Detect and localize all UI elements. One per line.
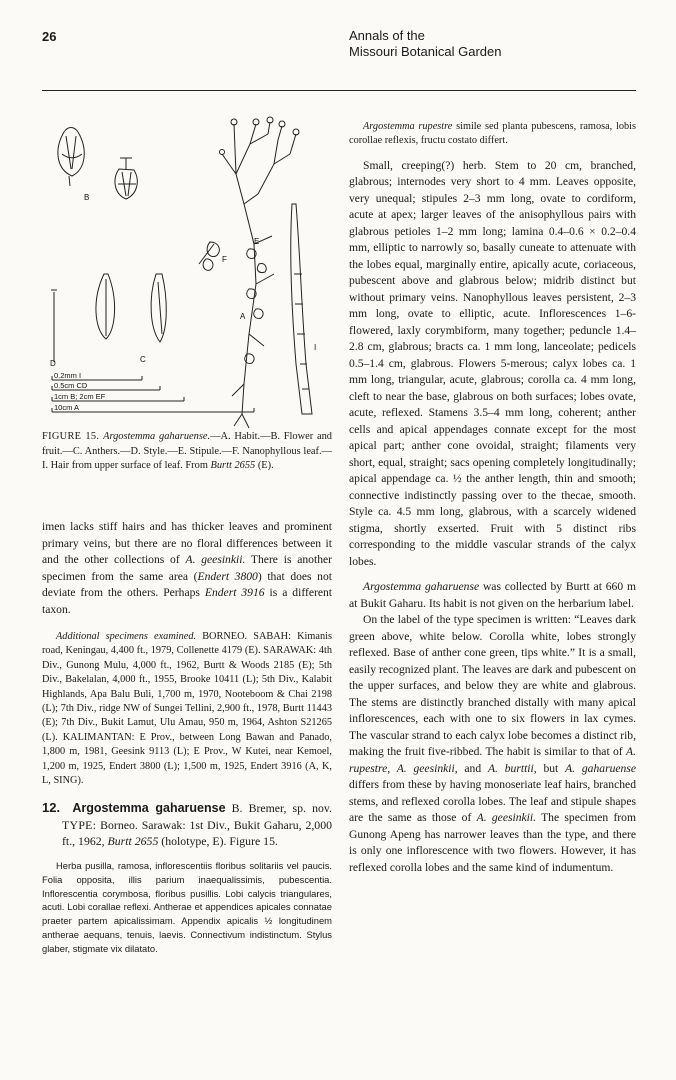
fig-label-d: D <box>50 359 56 368</box>
latin-diagnosis: Herba pusilla, ramosa, inflorescentiis floribus solitariis vel paucis. Folia opposita, illis parium inaequalissimis, pubescentia. Inflorescentia corymbosa, floribus pusillis. Lobi calycis triangulares, acuti. Lobi corallae reflexi. Antherae et appendices apicales connatae praeter partem apicalissimam. Appendix apicalis ½ longitudinem antherae aequans, tenuis, laevis. Connectivum indistinctum. Stylus glaber, stigmate vix dilatato. <box>42 859 332 954</box>
journal-title-line1: Annals of the <box>349 28 425 43</box>
caption-text-end: (E). <box>255 460 274 471</box>
stipule-drawing <box>199 242 219 270</box>
fig-label-a: A <box>240 312 246 321</box>
page-number: 26 <box>42 29 57 44</box>
species-name: Argostemma gaharuense <box>72 801 226 816</box>
scale-label-4: 10cm A <box>54 403 80 412</box>
species-description: Small, creeping(?) herb. Stem to 20 cm, branched, glabrous; internodes very short to 4 mm. Leaves opposite, very unequal; stipules 2–3 mm long, ovate to cordiform, acute at apex; larger leaves of the anisophyllous pairs with glabrous petioles 1–2 mm long; lamina 0.4–0.6 × 0.2–0.4 mm, elliptic to narrowly so, basally cuneate to attenuate with the lobes equal, marginally entire, apically acute, coriaceous, pubescent above and glabrous below; midrib distinct but without primary veins. Nanophyllous leaves persistent, 2–3 mm long, ovate to elliptic, acute. Inflorescences 1–6-flowered, laxly corymbiform, many together; peduncle 1.4–2.8 cm, glabrous; bracts ca. 1 mm long, lanceolate; pedicels 0.5–1.4 cm, glabrous. Flowers 5-merous; calyx lobes ca. 1 mm long, triangular, acute, glabrous; corolla ca. 4 mm long, cleft to near the base, glabrous on both surfaces; lobes ovate, acute, reflexed. Stamens 3.5–4 mm long, coherent; anther cells and apical appendages connate except for the most apical part; anther cone ovoidal, straight; filaments very short, equal, straight; sacs opening completely longitudinally; apical appendage ca. ½ the anther length, thin and smooth; connective indistinctly passing over to the thecae, smooth. Style ca. 4.5 mm long, glabrous, with a scarcely widened stigma, shortly exserted. Fruit with 5 distinct ribs corresponding to the middle vascular strands of the calyx lobes. <box>349 158 636 568</box>
right-column <box>349 120 636 876</box>
fig-label-f: F <box>222 255 227 264</box>
scale-label-2: 0.5cm CD <box>54 381 88 390</box>
discussion-paragraph: On the label of the type specimen is written: “Leaves dark green above, white below. Corolla white, lobes strongly reflexed. Base of anther cone green, tips white.” It is a small, easily recognized plant. The leaves are dark and pubescent on the upper surfaces, and below they are white and glabrous. The stems are distinctly branched distally with many apical inflorescences, each with one to six flowers in lax cymes. The vascular strand to each calyx lobe becomes a distinct rib, making the fruit five-ribbed. The habit is similar to that of A. rupestre, A. geesinkii, and A. burttii, but A. gaharuense differs from these by having monoseriate leaf hairs, branched stems, and reflexed corolla lobes. The leaf and stipule shapes are the same as those of A. geesinkii. The specimen from Gunong Apeng has narrower leaves than the type, and there is only one inflorescence with two flowers. However, it has reflexed corolla lobes and the same kind of indumentum. <box>349 613 636 874</box>
species-number: 12. <box>42 800 61 816</box>
collection-note: Argostemma gaharuense was collected by Burtt at 660 m at Bukit Gaharu. Its habit is not given on the herbarium label. <box>349 580 636 610</box>
anther-drawing <box>51 274 166 362</box>
fig-label-b: B <box>84 193 90 202</box>
fig-label-i: I <box>314 343 317 352</box>
leaf-hair-drawing <box>291 204 312 414</box>
caption-collector: Burtt 2655 <box>210 460 256 471</box>
species-author: B. Bremer, sp. nov. <box>231 801 332 816</box>
specimens-text: BORNEO. SABAH: Kimanis road, Keningau, 4,400 ft., 1979, Collenette 4179 (E). SARAWAK: 4th Div., Gunong Mulu, 4,000 ft., 1962, Burtt & Woods 2185 (E); 5th Div., Bakelalan, 4,000 ft., 1955, Brooke 10411 (L); 5th Div., Kalabit Highlands, Apa Balu Buli, 1,700 m, 1970, Nooteboom & Chai 2198 (L); 7th Div., ridge NW of Sungei Tellini, 2,900 ft., 1978, Burtt 11443 (E); 7th Div., Bukit Lamut, Ulu Amau, 950 m, 1964, Ashton S21265 (L). KALIMANTAN: E Prov., between Long Bawan and Panado, 1,800 m, 1981, Geesink 9113 (L); E Prov., W Kutei, near Kemoel, 1,200 m, 1925, Endert 3800 (L); 1,500 m, 1925, Endert 3916 (A, K, L, SING). <box>42 631 332 787</box>
scale-label-1: 0.2mm I <box>54 371 82 380</box>
habit-drawing <box>220 117 300 428</box>
caption-label: FIGURE 15. <box>42 431 100 442</box>
scale-label-3: 1cm B; 2cm EF <box>54 392 106 401</box>
caption-text: —A. Habit.—B. Flower and fruit.—C. Anthers.—D. Style.—E. Stipule.—F. Nanophyllous leaf.—I. Hair from upper surface of leaf. From <box>42 431 332 471</box>
botanical-figure <box>44 114 334 434</box>
header-rule <box>42 90 636 91</box>
species-heading: 12. Argostemma gaharuense B. Bremer, sp. nov. TYPE: Borneo. Sarawak: 1st Div., Bukit Gaharu, 2,000 ft., 1962, Burtt 2655 (holotype, E). Figure 15. <box>42 800 332 849</box>
caption-species: Argostemma gaharuense. <box>103 431 211 442</box>
type-label: TYPE: <box>62 817 97 832</box>
figure-caption <box>42 430 332 474</box>
left-column <box>42 519 332 956</box>
specimens-heading: Additional specimens examined. <box>56 631 197 642</box>
fig-label-e: E <box>254 237 260 246</box>
fig-label-c: C <box>140 355 146 364</box>
journal-title-line2: Missouri Botanical Garden <box>349 44 502 59</box>
latin-comparison: Argostemma rupestre simile sed planta pubescens, ramosa, lobis corollae reflexis, fructu costato differt. <box>349 121 636 147</box>
journal-title <box>349 28 629 60</box>
flower-drawing <box>58 128 137 200</box>
paragraph: imen lacks stiff hairs and has thicker leaves and prominent primary veins, but there are no floral differences between it and the other collections of A. geesinkii. There is another specimen from the same area (Endert 3800) that does not deviate from the others. Perhaps Endert 3916 is a different taxon. <box>42 520 333 616</box>
specimens-examined <box>42 630 332 788</box>
